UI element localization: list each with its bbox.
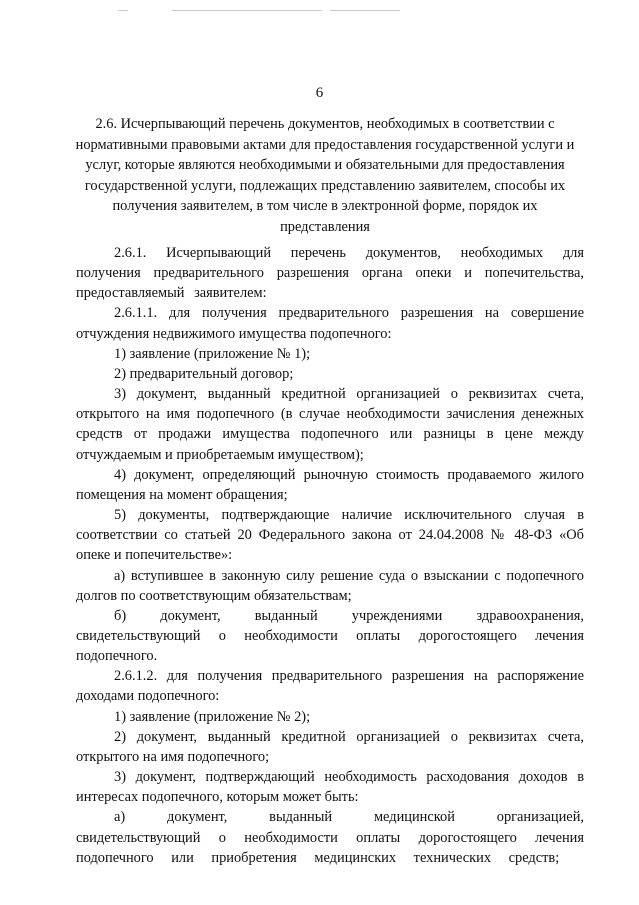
paragraph: 5) документы, подтверждающие наличие исключительного случая в соответствии со статьей 20 Федерального закона от 24.04.2008 № 48-ФЗ «Об опеке и попечительстве»: — [76, 507, 584, 564]
scan-mark-right — [330, 10, 400, 11]
page-number: 6 — [315, 85, 324, 101]
paragraph: 2.6.1. Исчерпывающий перечень документов, необходимых для получения предварительного разрешения органа опеки и попечительства, предоставляемый заявителем: — [76, 245, 584, 302]
paragraph: 2) предварительный договор; — [114, 365, 294, 382]
section-heading: 2.6. Исчерпывающий перечень документов, необходимых в соответствии с нормативными правовыми актами для предоставления государственной услуги и услуг, которые являются необходимыми и обязательными для предоставления государственной услуги, подлежащих представлению заявителем, способы их получения заявителем, в том числе в электронной форме, порядок их представления — [75, 116, 575, 235]
paragraph: б) документ, выданный учреждениями здравоохранения, свидетельствующий о необходимости оплаты дорогостоящего лечения подопечного. — [76, 607, 584, 665]
paragraph: 2.6.1.1. для получения предварительного разрешения на совершение отчуждения недвижимого имущества подопечного: — [76, 305, 584, 342]
paragraph: 1) заявление (приложение № 2); — [114, 708, 311, 725]
paragraph: 2) документ, выданный кредитной организацией о реквизитах счета, открытого на имя подопечного; — [76, 728, 584, 765]
paragraph: 2.6.1.2. для получения предварительного разрешения на распоряжение доходами подопечного: — [76, 668, 584, 705]
paragraph: а) документ, выданный медицинской организацией, свидетельствующий о необходимости оплаты дорогостоящего лечения подопечного или приобретения медицинских технических средств; — [76, 809, 584, 866]
document-body — [76, 243, 584, 868]
paragraph: 3) документ, выданный кредитной организацией о реквизитах счета, открытого на имя подопечного (в случае необходимости зачисления денежных средств от продажи имущества подопечного или разницы в цене между отчуждаемым и приобретаемым имуществом); — [76, 386, 584, 463]
paragraph: 1) заявление (приложение № 1); — [114, 345, 311, 362]
scan-mark-center — [172, 10, 322, 11]
paragraph: 3) документ, подтверждающий необходимость расходования доходов в интересах подопечного, которым может быть: — [76, 769, 584, 806]
paragraph: а) вступившее в законную силу решение суда о взыскании с подопечного долгов по соответствующим обязательствам; — [76, 567, 584, 604]
paragraph: 4) документ, определяющий рыночную стоимость продаваемого жилого помещения на момент обращения; — [76, 466, 584, 503]
scan-mark-left — [118, 10, 128, 11]
